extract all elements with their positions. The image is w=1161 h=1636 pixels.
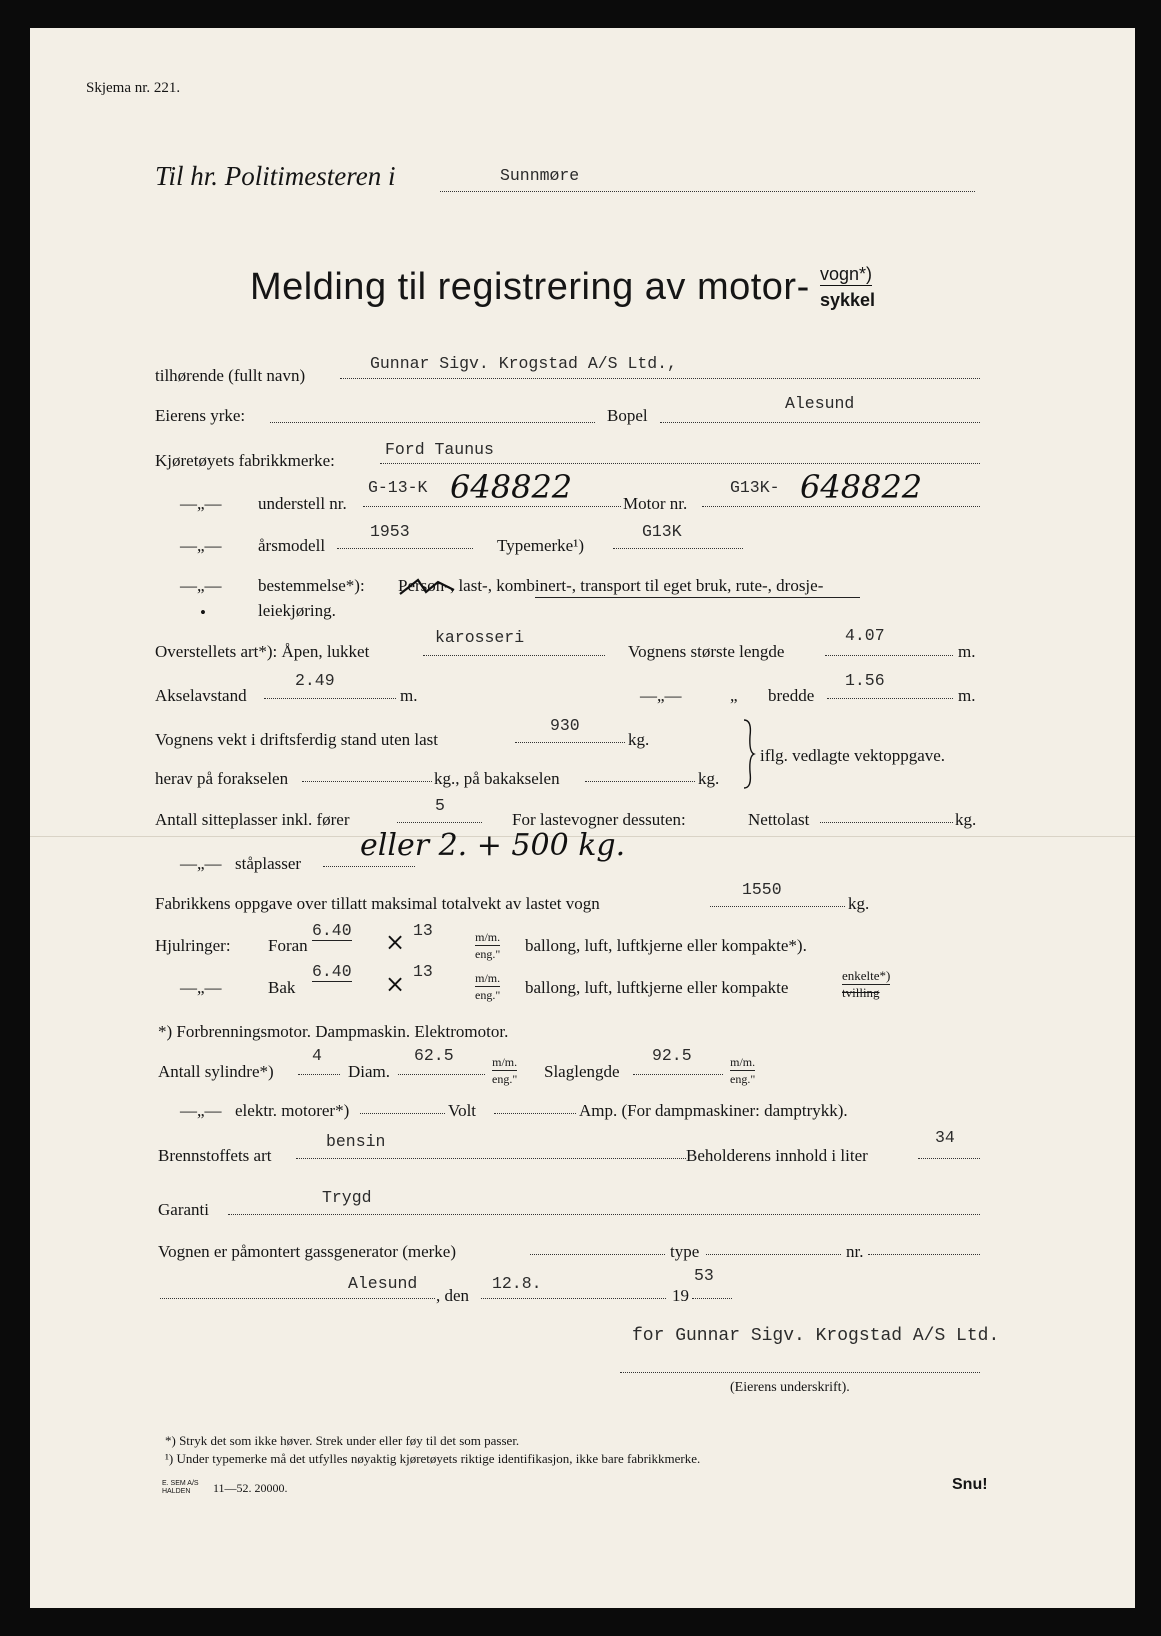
residence-label: Bopel [607,406,648,425]
tires-front-times: × [385,928,406,956]
tires-tvilling: tvilling [842,985,880,1000]
motor-typed: G13K- [730,478,780,497]
footnote-1: *) Stryk det som ikke høver. Strek under eller føy til det som passer. [165,1433,520,1448]
motor-label: Motor nr. [623,494,688,513]
guarantee-value: Trygd [322,1188,372,1207]
max-weight-unit: kg. [848,894,870,913]
print-info: 11—52. 20000. [213,1481,288,1495]
max-weight-value: 1550 [742,880,782,899]
diam-value: 62.5 [414,1046,454,1065]
signature-for-line: for Gunnar Sigv. Krogstad A/S Ltd. [632,1326,1000,1346]
model-year-value: 1953 [370,522,410,541]
model-year-label: årsmodell [258,536,326,555]
owner-label: tilhørende (fullt navn) [155,366,306,385]
tires-front-rim: 13 [413,921,433,940]
tires-front-size: 6.40 [312,921,352,940]
cylinders-label: Antall sylindre*) [158,1062,274,1081]
seats-label: Antall sitteplasser inkl. fører [155,810,350,829]
purpose-label: bestemmelse*): [258,576,365,595]
form-number: Skjema nr. 221. [86,80,181,96]
make-value: Ford Taunus [385,440,494,459]
gas-nr-label: nr. [846,1242,864,1261]
diam-label: Diam. [348,1062,391,1081]
engine-types: *) Forbrenningsmotor. Dampmaskin. Elektromotor. [158,1022,509,1041]
den-label: , den [436,1286,470,1305]
tires-rear-types: ballong, luft, luftkjerne eller kompakte [525,978,789,997]
tires-rear-size: 6.40 [312,962,352,981]
ditto-mark: —„— [180,1101,222,1120]
signature-caption: (Eierens underskrift). [730,1380,850,1395]
purpose-underline [535,597,860,598]
fuel-value: bensin [326,1132,386,1151]
standing-label: ståplasser [235,854,302,873]
place-value: Alesund [348,1274,418,1293]
width-value: 1.56 [845,671,885,690]
truck-label: For lastevogner dessuten: [512,810,686,829]
body-value: karosseri [435,628,525,647]
year-prefix: 19 [672,1286,689,1305]
tires-rear-times: × [385,970,406,998]
body-label: Overstellets art*): Åpen, lukket [155,642,370,661]
fuel-label: Brennstoffets art [158,1146,272,1165]
ditto-mark: —„— [180,978,222,997]
front-axle-label: herav på forakselen [155,769,289,788]
tires-front-label: Foran [268,936,308,955]
title-sykkel: sykkel [820,290,876,310]
make-label: Kjøretøyets fabrikkmerke: [155,451,335,470]
purpose-strikeout [398,576,458,598]
district-value: Sunnmøre [500,166,580,185]
weight-unit: kg. [628,730,650,749]
ditto-mark: —„— [180,494,222,513]
max-weight-label: Fabrikkens oppgave over tillatt maksimal totalvekt av lastet vogn [155,894,600,913]
rear-axle-label: kg., på bakakselen [434,769,560,788]
length-unit: m. [958,642,976,661]
tires-front-types: ballong, luft, luftkjerne eller kompakte*). [525,936,807,955]
type-value: G13K [642,522,682,541]
amp-label: Amp. (For dampmaskiner: damptrykk). [579,1101,848,1120]
length-value: 4.07 [845,626,885,645]
tires-rear-unit: m/m. eng." [475,971,501,1002]
date-value: 12.8. [492,1274,542,1293]
residence-value: Alesund [785,394,855,413]
gas-type-label: type [670,1242,700,1261]
width-label: bredde [768,686,815,705]
type-label: Typemerke¹) [497,536,584,555]
purpose-options-line2: leiekjøring. [258,601,336,620]
ditto-mark: —„— [180,536,222,555]
stroke-value: 92.5 [652,1046,692,1065]
wheelbase-value: 2.49 [295,671,335,690]
owner-value: Gunnar Sigv. Krogstad A/S Ltd., [370,354,677,373]
title-vogn: vogn*) [820,264,873,284]
wheelbase-label: Akselavstand [155,686,247,705]
ditto-mark: —„— [180,854,222,873]
weight-value: 930 [550,716,580,735]
tank-label: Beholderens innhold i liter [686,1146,868,1165]
netload-label: Nettolast [748,810,810,829]
diam-unit: m/m. eng." [492,1055,518,1086]
footnote-2: ¹) Under typemerke må det utfylles nøyaktig kjøretøyets riktige identifikasjon, ikke bare fabrikkmerke. [165,1451,701,1466]
tires-front-unit: m/m. eng." [475,930,501,961]
length-label: Vognens største lengde [628,642,785,661]
stroke-label: Slaglengde [544,1062,620,1081]
weight-label: Vognens vekt i driftsferdig stand uten last [155,730,438,749]
standing-value: eller 2. + 500 kg. [360,828,626,863]
width-quote: „ [730,686,738,705]
chassis-handwritten: 648822 [450,468,573,506]
turn-over: Snu! [952,1476,988,1493]
weight-note: iflg. vedlagte vektoppgave. [760,746,946,765]
tank-value: 34 [935,1128,955,1147]
chassis-label: understell nr. [258,494,347,513]
stroke-unit: m/m. eng." [730,1055,756,1086]
tires-enkelte: enkelte*) [842,968,891,983]
occupation-label: Eierens yrke: [155,406,246,425]
rear-axle-unit: kg. [698,769,720,788]
page-title: Melding til registrering av motor- [250,266,810,308]
printer-mark: E. SEM A/S HALDEN [162,1480,199,1495]
gas-generator-label: Vognen er påmontert gassgenerator (merke) [158,1242,457,1261]
ditto-mark: —„— [180,576,222,595]
purpose-options: Person-, last-, kombinert-, transport til eget bruk, rute-, drosje- [398,576,824,595]
chassis-typed: G-13-K [368,478,428,497]
volt-label: Volt [448,1101,477,1120]
form-page [30,28,1135,1608]
year-suffix: 53 [694,1266,714,1285]
addressee: Til hr. Politimesteren i [155,161,396,191]
seats-value: 5 [435,796,445,815]
guarantee-label: Garanti [158,1200,209,1219]
width-unit: m. [958,686,976,705]
tires-label: Hjulringer: [155,936,231,955]
cylinders-value: 4 [312,1046,322,1065]
bullet-mark: • [200,603,206,622]
wheelbase-unit: m. [400,686,418,705]
netload-unit: kg. [955,810,977,829]
electric-label: elektr. motorer*) [235,1101,350,1120]
tires-rear-label: Bak [268,978,296,997]
ditto-mark: —„— [640,686,682,705]
tires-rear-rim: 13 [413,962,433,981]
motor-handwritten: 648822 [800,468,923,506]
brace-mark [740,718,756,790]
